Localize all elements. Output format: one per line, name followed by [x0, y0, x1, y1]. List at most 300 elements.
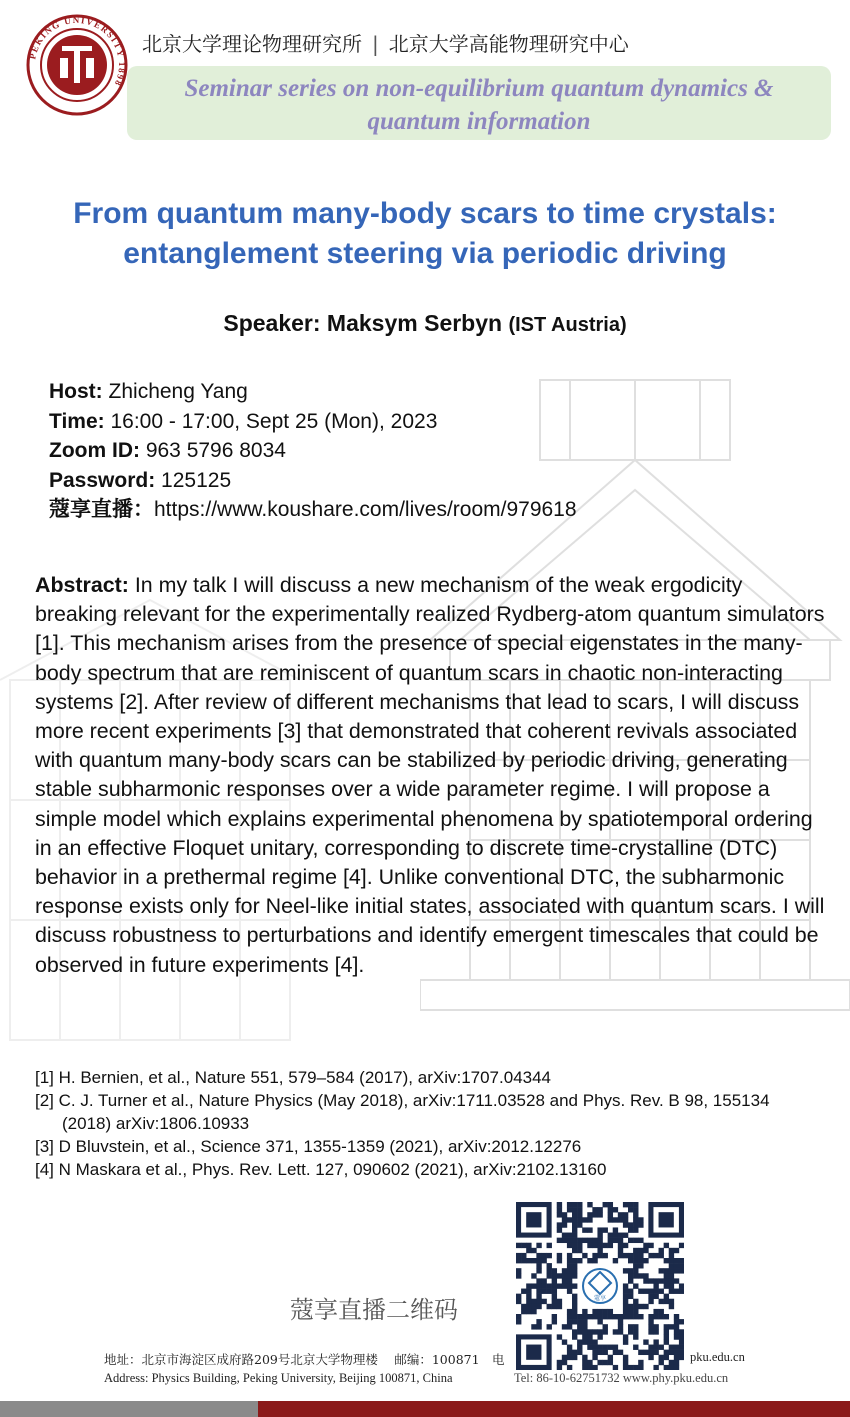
- qr-module: [679, 1355, 684, 1360]
- qr-module: [653, 1324, 658, 1329]
- qr-module: [628, 1289, 633, 1294]
- qr-module: [653, 1339, 658, 1344]
- qr-module: [597, 1345, 602, 1350]
- qr-module: [521, 1309, 526, 1314]
- qr-module: [562, 1268, 567, 1273]
- qr-module: [618, 1217, 623, 1222]
- qr-module: [582, 1334, 587, 1339]
- qr-module: [643, 1339, 648, 1344]
- password-row: [49, 466, 577, 496]
- qr-module: [572, 1319, 577, 1324]
- qr-module: [597, 1360, 602, 1365]
- qr-module: [659, 1278, 664, 1283]
- qr-module: [628, 1278, 633, 1283]
- reference-4: [4] N Maskara et al., Phys. Rev. Lett. 127, 090602 (2021), arXiv:2102.13160: [35, 1160, 607, 1179]
- qr-module: [613, 1345, 618, 1350]
- qr-module: [547, 1268, 552, 1273]
- qr-module: [526, 1304, 531, 1309]
- qr-module: [572, 1233, 577, 1238]
- institute-separator: |: [372, 32, 379, 56]
- qr-module: [613, 1238, 618, 1243]
- qr-module: [679, 1350, 684, 1355]
- qr-module: [557, 1253, 562, 1258]
- speaker-name: Speaker: Maksym Serbyn: [223, 310, 503, 336]
- qr-module: [664, 1273, 669, 1278]
- qr-module: [674, 1268, 679, 1273]
- qr-module: [633, 1202, 638, 1207]
- qr-module: [577, 1202, 582, 1207]
- qr-module: [567, 1283, 572, 1288]
- qr-module: [669, 1278, 674, 1283]
- qr-module: [567, 1243, 572, 1248]
- seminar-series-title: Seminar series on non-equilibrium quantum dynamics & quantum information: [184, 75, 774, 135]
- qr-module: [562, 1360, 567, 1365]
- qr-module: [526, 1248, 531, 1253]
- seminar-info: [49, 377, 577, 525]
- qr-module: [562, 1324, 567, 1329]
- qr-module: [587, 1227, 592, 1232]
- qr-module: [679, 1243, 684, 1248]
- qr-module: [531, 1273, 536, 1278]
- qr-module: [582, 1365, 587, 1370]
- qr-module: [669, 1283, 674, 1288]
- qr-module: [547, 1289, 552, 1294]
- qr-module: [613, 1233, 618, 1238]
- qr-module: [572, 1212, 577, 1217]
- time-label: Time:: [49, 409, 105, 433]
- qr-module: [567, 1217, 572, 1222]
- reference-3: [3] D Bluvstein, et al., Science 371, 1355-1359 (2021), arXiv:2012.12276: [35, 1137, 582, 1156]
- qr-module: [516, 1268, 521, 1273]
- qr-module: [628, 1304, 633, 1309]
- qr-module: [613, 1217, 618, 1222]
- qr-module: [567, 1207, 572, 1212]
- qr-module: [531, 1309, 536, 1314]
- footer-bar-red: [258, 1401, 850, 1417]
- qr-module: [557, 1304, 562, 1309]
- qr-module: [577, 1212, 582, 1217]
- qr-module: [623, 1243, 628, 1248]
- qr-module: [608, 1243, 613, 1248]
- qr-module: [659, 1314, 664, 1319]
- qr-module: [577, 1345, 582, 1350]
- qr-module: [582, 1238, 587, 1243]
- qr-module: [643, 1350, 648, 1355]
- qr-module: [674, 1355, 679, 1360]
- qr-module: [623, 1289, 628, 1294]
- qr-module: [516, 1253, 521, 1258]
- qr-module: [669, 1365, 674, 1370]
- qr-module: [592, 1314, 597, 1319]
- qr-module: [633, 1329, 638, 1334]
- qr-module: [592, 1207, 597, 1212]
- qr-module: [577, 1324, 582, 1329]
- qr-module: [541, 1299, 546, 1304]
- qr-module: [674, 1345, 679, 1350]
- qr-module: [659, 1360, 664, 1365]
- qr-module: [572, 1248, 577, 1253]
- qr-module: [597, 1329, 602, 1334]
- qr-module: [531, 1299, 536, 1304]
- qr-module: [597, 1233, 602, 1238]
- qr-module: [628, 1273, 633, 1278]
- qr-module: [597, 1227, 602, 1232]
- qr-module: [613, 1227, 618, 1232]
- qr-module: [648, 1355, 653, 1360]
- qr-module: [567, 1258, 572, 1263]
- qr-module: [567, 1273, 572, 1278]
- qr-module: [567, 1233, 572, 1238]
- qr-module: [674, 1263, 679, 1268]
- qr-module: [679, 1268, 684, 1273]
- qr-module: [623, 1222, 628, 1227]
- qr-module: [669, 1273, 674, 1278]
- qr-module: [623, 1355, 628, 1360]
- talk-title-line-2: entanglement steering via periodic driving: [123, 237, 727, 270]
- qr-module: [577, 1258, 582, 1263]
- speaker-line: [0, 310, 850, 337]
- host-label: Host:: [49, 380, 103, 403]
- qr-module: [618, 1253, 623, 1258]
- qr-module: [648, 1324, 653, 1329]
- qr-module: [608, 1360, 613, 1365]
- qr-module: [623, 1299, 628, 1304]
- qr-module: [567, 1263, 572, 1268]
- qr-module: [536, 1319, 541, 1324]
- qr-caption: 蔻享直播二维码: [290, 1296, 458, 1324]
- qr-module: [603, 1350, 608, 1355]
- qr-module: [633, 1207, 638, 1212]
- qr-module: [674, 1314, 679, 1319]
- qr-module: [633, 1263, 638, 1268]
- talk-title-line-1: From quantum many-body scars to time crystals:: [73, 197, 777, 230]
- qr-module: [526, 1299, 531, 1304]
- qr-module: [638, 1263, 643, 1268]
- institute-high-energy: 北京大学高能物理研究中心: [388, 32, 629, 56]
- qr-module: [521, 1243, 526, 1248]
- qr-module: [669, 1299, 674, 1304]
- qr-module: [613, 1258, 618, 1263]
- qr-module: [623, 1217, 628, 1222]
- qr-module: [531, 1304, 536, 1309]
- qr-module: [664, 1324, 669, 1329]
- zoom-row: [49, 436, 577, 466]
- qr-module: [608, 1345, 613, 1350]
- qr-module: [567, 1268, 572, 1273]
- qr-module: [648, 1289, 653, 1294]
- qr-module: [633, 1283, 638, 1288]
- qr-module: [613, 1314, 618, 1319]
- qr-module: [623, 1253, 628, 1258]
- qr-module: [653, 1314, 658, 1319]
- qr-module: [536, 1324, 541, 1329]
- qr-module: [628, 1268, 633, 1273]
- qr-module: [557, 1212, 562, 1217]
- qr-module: [587, 1314, 592, 1319]
- qr-module: [557, 1360, 562, 1365]
- qr-module: [516, 1319, 521, 1324]
- qr-module: [547, 1243, 552, 1248]
- qr-module: [674, 1248, 679, 1253]
- qr-module: [608, 1202, 613, 1207]
- qr-module: [547, 1263, 552, 1268]
- qr-module: [557, 1299, 562, 1304]
- qr-module: [567, 1345, 572, 1350]
- qr-finder-pattern: [659, 1212, 674, 1227]
- qr-module: [623, 1212, 628, 1217]
- qr-module: [516, 1258, 521, 1263]
- qr-module: [633, 1248, 638, 1253]
- qr-module: [653, 1294, 658, 1299]
- qr-module: [603, 1314, 608, 1319]
- password-label: Password:: [49, 468, 156, 492]
- qr-module: [572, 1299, 577, 1304]
- password-value: 125125: [161, 468, 232, 492]
- qr-module: [664, 1258, 669, 1263]
- qr-module: [597, 1238, 602, 1243]
- qr-module: [653, 1350, 658, 1355]
- qr-module: [623, 1233, 628, 1238]
- qr-module: [562, 1238, 567, 1243]
- qr-module: [572, 1294, 577, 1299]
- qr-module: [582, 1253, 587, 1258]
- qr-module: [628, 1207, 633, 1212]
- qr-module: [526, 1243, 531, 1248]
- qr-module: [603, 1202, 608, 1207]
- qr-module: [552, 1294, 557, 1299]
- qr-module: [623, 1309, 628, 1314]
- qr-module: [592, 1339, 597, 1344]
- qr-module: [552, 1289, 557, 1294]
- host-row: [49, 377, 577, 407]
- qr-module: [603, 1309, 608, 1314]
- qr-module: [638, 1222, 643, 1227]
- qr-module: [536, 1304, 541, 1309]
- qr-module: [547, 1253, 552, 1258]
- qr-module: [679, 1283, 684, 1288]
- qr-module: [567, 1238, 572, 1243]
- qr-module: [643, 1273, 648, 1278]
- qr-module: [628, 1314, 633, 1319]
- qr-module: [597, 1207, 602, 1212]
- qr-module: [547, 1324, 552, 1329]
- qr-module: [592, 1309, 597, 1314]
- qr-finder-pattern: [526, 1345, 541, 1360]
- qr-module: [618, 1233, 623, 1238]
- qr-module: [633, 1309, 638, 1314]
- qr-module: [669, 1345, 674, 1350]
- qr-code[interactable]: [516, 1202, 684, 1370]
- qr-module: [587, 1202, 592, 1207]
- qr-module: [659, 1355, 664, 1360]
- qr-module: [633, 1238, 638, 1243]
- qr-module: [664, 1314, 669, 1319]
- qr-module: [638, 1258, 643, 1263]
- qr-module: [664, 1329, 669, 1334]
- qr-module: [603, 1329, 608, 1334]
- qr-module: [628, 1222, 633, 1227]
- qr-module: [653, 1329, 658, 1334]
- qr-module: [536, 1289, 541, 1294]
- qr-module: [572, 1207, 577, 1212]
- qr-module: [526, 1258, 531, 1263]
- qr-module: [648, 1253, 653, 1258]
- qr-module: [643, 1243, 648, 1248]
- qr-module: [572, 1355, 577, 1360]
- qr-module: [536, 1243, 541, 1248]
- qr-module: [567, 1319, 572, 1324]
- qr-module: [541, 1283, 546, 1288]
- qr-module: [536, 1294, 541, 1299]
- qr-module: [531, 1283, 536, 1288]
- qr-module: [628, 1202, 633, 1207]
- qr-module: [633, 1299, 638, 1304]
- qr-module: [638, 1238, 643, 1243]
- qr-module: [572, 1309, 577, 1314]
- live-link[interactable]: https://www.koushare.com/lives/room/979618: [154, 498, 577, 521]
- qr-module: [587, 1339, 592, 1344]
- qr-module: [669, 1350, 674, 1355]
- qr-module: [679, 1329, 684, 1334]
- qr-module: [557, 1334, 562, 1339]
- qr-module: [557, 1227, 562, 1232]
- qr-module: [592, 1253, 597, 1258]
- qr-module: [572, 1329, 577, 1334]
- qr-module: [521, 1253, 526, 1258]
- qr-module: [562, 1222, 567, 1227]
- qr-module: [592, 1350, 597, 1355]
- qr-module: [633, 1345, 638, 1350]
- address-english: Address: Physics Building, Peking University, Beijing 100871, China: [104, 1371, 453, 1385]
- qr-module: [552, 1299, 557, 1304]
- qr-module: [587, 1212, 592, 1217]
- qr-module: [638, 1314, 643, 1319]
- qr-module: [603, 1253, 608, 1258]
- qr-module: [669, 1253, 674, 1258]
- qr-module: [638, 1253, 643, 1258]
- qr-module: [521, 1258, 526, 1263]
- qr-module: [659, 1309, 664, 1314]
- qr-module: [572, 1243, 577, 1248]
- qr-module: [597, 1319, 602, 1324]
- qr-module: [582, 1360, 587, 1365]
- qr-module: [679, 1289, 684, 1294]
- qr-module: [659, 1299, 664, 1304]
- qr-module: [633, 1273, 638, 1278]
- qr-module: [572, 1304, 577, 1309]
- qr-module: [572, 1263, 577, 1268]
- qr-module: [582, 1355, 587, 1360]
- qr-module: [643, 1258, 648, 1263]
- qr-module: [572, 1334, 577, 1339]
- qr-module: [653, 1283, 658, 1288]
- zoom-id: 963 5796 8034: [145, 439, 286, 462]
- qr-module: [572, 1268, 577, 1273]
- qr-module: [648, 1294, 653, 1299]
- qr-module: [653, 1289, 658, 1294]
- qr-module: [572, 1217, 577, 1222]
- qr-module: [664, 1294, 669, 1299]
- qr-module: [603, 1360, 608, 1365]
- qr-module: [674, 1278, 679, 1283]
- qr-module: [674, 1324, 679, 1329]
- qr-finder-pattern: [526, 1212, 541, 1227]
- qr-module: [552, 1319, 557, 1324]
- qr-module: [587, 1243, 592, 1248]
- qr-module: [567, 1289, 572, 1294]
- qr-module: [633, 1324, 638, 1329]
- qr-module: [653, 1253, 658, 1258]
- qr-module: [603, 1243, 608, 1248]
- qr-module: [526, 1294, 531, 1299]
- qr-module: [618, 1324, 623, 1329]
- qr-module: [669, 1263, 674, 1268]
- qr-module: [613, 1207, 618, 1212]
- qr-module: [638, 1350, 643, 1355]
- qr-module: [638, 1304, 643, 1309]
- qr-module: [562, 1339, 567, 1344]
- qr-module: [577, 1243, 582, 1248]
- time-row: [49, 407, 577, 437]
- qr-module: [618, 1238, 623, 1243]
- qr-module: [628, 1238, 633, 1243]
- qr-module: [521, 1304, 526, 1309]
- qr-module: [633, 1212, 638, 1217]
- qr-module: [582, 1314, 587, 1319]
- qr-module: [669, 1324, 674, 1329]
- qr-module: [608, 1355, 613, 1360]
- qr-module: [587, 1258, 592, 1263]
- qr-module: [628, 1294, 633, 1299]
- qr-module: [623, 1339, 628, 1344]
- qr-module: [577, 1350, 582, 1355]
- qr-module: [516, 1243, 521, 1248]
- qr-module: [679, 1339, 684, 1344]
- qr-module: [536, 1268, 541, 1273]
- reference-1: [1] H. Bernien, et al., Nature 551, 579–584 (2017), arXiv:1707.04344: [35, 1068, 552, 1087]
- abstract-text: In my talk I will discuss a new mechanism of the weak ergodicity breaking relevant for the experimentally realized Rydberg-atom quantum simulators [1]. This mechanism arises from the presence of special eigenstates in the many-body spectrum that are reminiscent of quantum scars in chaotic non-interacting systems [2]. After review of different mechanisms that lead to scars, I will discuss more recent experiments [3] that demonstrated that coherent revivals associated with quantum many-body scars can be stabilized by periodic driving, generating stable subharmonic responses over a wide parameter regime. I will propose a simple model which explains experimental phenomena by spatiotemporal ordering in an effective Floquet unitary, corresponding to discrete time-crystalline (DTC) behavior in a prethermal regime [4]. Unlike conventional DTC, the subharmonic response exists only for Neel-like initial states, associated with quantum scars. I will discuss robustness to perturbations and identify emergent timescales that could be observed in future experiments [4].: [35, 573, 825, 977]
- qr-module: [669, 1289, 674, 1294]
- qr-module: [587, 1334, 592, 1339]
- qr-module: [567, 1253, 572, 1258]
- qr-module: [653, 1278, 658, 1283]
- qr-module: [552, 1314, 557, 1319]
- qr-module: [567, 1365, 572, 1370]
- qr-module: [557, 1258, 562, 1263]
- qr-module: [592, 1238, 597, 1243]
- qr-module: [552, 1283, 557, 1288]
- qr-module: [572, 1314, 577, 1319]
- qr-module: [664, 1339, 669, 1344]
- qr-module: [608, 1238, 613, 1243]
- qr-center-label: 蔻享: [593, 1295, 607, 1302]
- qr-module: [521, 1289, 526, 1294]
- institute-theory: 北京大学理论物理研究所: [142, 32, 362, 56]
- qr-module: [562, 1355, 567, 1360]
- qr-module: [572, 1238, 577, 1243]
- qr-module: [582, 1217, 587, 1222]
- qr-module: [623, 1202, 628, 1207]
- qr-module: [633, 1304, 638, 1309]
- qr-module: [582, 1324, 587, 1329]
- qr-module: [536, 1263, 541, 1268]
- qr-module: [567, 1355, 572, 1360]
- qr-module: [643, 1289, 648, 1294]
- qr-module: [608, 1233, 613, 1238]
- qr-module: [592, 1365, 597, 1370]
- qr-module: [664, 1243, 669, 1248]
- qr-module: [582, 1319, 587, 1324]
